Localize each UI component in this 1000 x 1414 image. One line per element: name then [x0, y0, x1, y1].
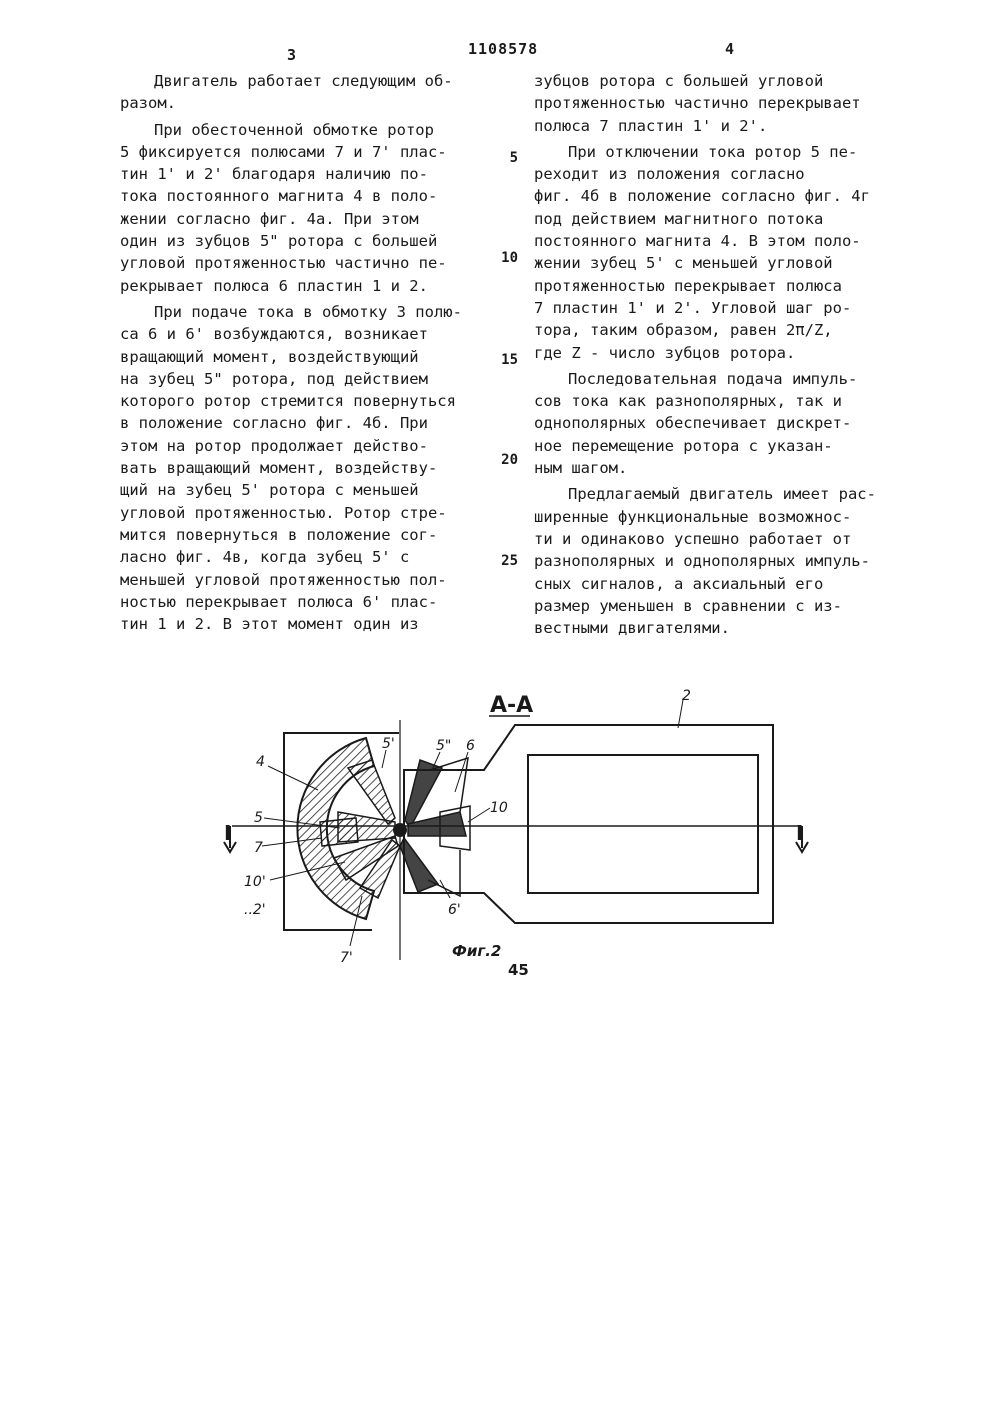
left-p1-line-1: Двигатель работает следующим об- [154, 72, 453, 90]
right-p1-line-1: зубцов ротора с большей угловой [534, 72, 824, 90]
right-p2-line-6: жении зубец 5' с меньшей угловой [534, 254, 833, 273]
left-p2-line-6: один из зубцов 5" ротора с большей [120, 232, 438, 251]
left-p2-line-5: жении согласно фиг. 4а. При этом [120, 209, 419, 228]
right-p4-line-2: ширенные функциональные возможнос- [534, 507, 852, 526]
right-p4-line-3: ти и одинаково успешно работает от [534, 529, 852, 548]
right-p2-line-7: протяженностью перекрывает полюса [534, 276, 842, 295]
left-p2-line-8: рекрывает полюса 6 пластин 1 и 2. [120, 276, 428, 295]
left-p3-line-4: на зубец 5" ротора, под действием [120, 369, 428, 388]
line-number-10: 10 [501, 250, 518, 266]
section-arrow-left-label: I [224, 821, 232, 845]
label-5-double-prime: 5" [436, 738, 452, 754]
label-2: 2 [682, 688, 691, 704]
section-arrow-right-label: I [796, 821, 804, 845]
left-p2-line-7: угловой протяженностью частично пе- [120, 254, 447, 273]
left-p3-line-10: угловой протяженностью. Ротор стре- [120, 503, 447, 522]
line-number-20: 20 [501, 452, 518, 468]
label-6-prime: 6' [448, 902, 461, 918]
right-p3-line-2: сов тока как разнополярных, так и [534, 392, 842, 411]
figure-caption: Фиг.2 [452, 942, 502, 960]
right-p2-line-8: 7 пластин 1' и 2'. Угловой шаг ро- [534, 298, 852, 317]
right-p4-line-6: размер уменьшен в сравнении с из- [534, 596, 842, 615]
left-p3-line-8: вать вращающий момент, воздейству- [120, 459, 438, 478]
left-p3-line-2: са 6 и 6' возбуждаются, возникает [120, 325, 428, 344]
left-p3-line-5: которого ротор стремится повернуться [120, 392, 456, 411]
right-p4-line-1: Предлагаемый двигатель имеет рас- [568, 485, 876, 504]
line-number-15: 15 [501, 352, 518, 368]
left-p2-line-4: тока постоянного магнита 4 в поло- [120, 187, 438, 206]
line-number-25: 25 [501, 553, 518, 569]
left-p2-line-3: тин 1' и 2' благодаря наличию по- [120, 165, 428, 184]
left-p3-line-1: При подаче тока в обмотку 3 полю- [154, 302, 462, 321]
left-p3-line-6: в положение согласно фиг. 4б. При [120, 414, 428, 433]
line-number-5: 5 [509, 150, 518, 166]
left-p1-line-2: разом. [120, 94, 176, 113]
label-2-prime: ..2' [244, 902, 266, 918]
right-p4-line-5: сных сигналов, а аксиальный его [534, 574, 824, 593]
label-5: 5 [254, 810, 263, 826]
right-p3-line-3: однополярных обеспечивает дискрет- [534, 414, 852, 433]
right-p1-line-3: полюса 7 пластин 1' и 2'. [534, 116, 768, 135]
right-p2-line-1: При отключении тока ротор 5 пе- [568, 142, 858, 161]
section-label: А-А [490, 693, 534, 718]
right-p2-line-10: где Z - число зубцов ротора. [534, 343, 796, 362]
left-p3-line-3: вращающий момент, воздействующий [120, 347, 419, 366]
right-p3-line-4: ное перемещение ротора с указан- [534, 436, 833, 455]
footer-number: 45 [508, 961, 529, 979]
left-p3-line-15: тин 1 и 2. В этот момент один из [120, 615, 419, 634]
left-p2-line-2: 5 фиксируется полюсами 7 и 7' плас- [120, 142, 447, 161]
right-p2-line-3: фиг. 4б в положение согласно фиг. 4г [534, 187, 870, 206]
left-p3-line-11: мится повернуться в положение сог- [120, 525, 438, 544]
label-6: 6 [466, 738, 475, 754]
left-p3-line-13: меньшей угловой протяженностью пол- [120, 570, 447, 589]
label-7: 7 [254, 840, 263, 856]
page-number-left: 3 [287, 46, 298, 64]
label-10-prime: 10' [244, 874, 266, 890]
label-7-prime: 7' [340, 950, 353, 966]
right-p2-line-9: тора, таким образом, равен 2π/Z, [534, 321, 833, 340]
right-p1-line-2: протяженностью частично перекрывает [534, 94, 861, 113]
right-p2-line-4: под действием магнитного потока [534, 209, 824, 228]
left-p3-line-14: ностью перекрывает полюса 6' плас- [120, 592, 438, 611]
left-p3-line-9: щий на зубец 5' ротора с меньшей [120, 481, 419, 500]
label-4: 4 [256, 754, 265, 770]
coil-window [528, 755, 758, 893]
pole-6-prime [428, 850, 460, 896]
right-p3-line-1: Последовательная подача импуль- [568, 369, 858, 388]
left-p3-line-12: ласно фиг. 4в, когда зубец 5' с [120, 548, 410, 567]
right-p4-line-4: разнополярных и однополярных импуль- [534, 552, 870, 571]
page-number-right: 4 [725, 40, 736, 58]
right-p2-line-2: реходит из положения согласно [534, 165, 805, 184]
left-p2-line-1: При обесточенной обмотке ротор [154, 120, 434, 139]
patent-number: 1108578 [468, 40, 539, 58]
right-p2-line-5: постоянного магнита 4. В этом поло- [534, 232, 861, 251]
right-p4-line-7: вестными двигателями. [534, 619, 730, 638]
right-p3-line-5: ным шагом. [534, 459, 628, 478]
label-5-prime: 5' [382, 736, 395, 752]
left-p3-line-7: этом на ротор продолжает действо- [120, 436, 428, 455]
label-10: 10 [490, 800, 508, 816]
